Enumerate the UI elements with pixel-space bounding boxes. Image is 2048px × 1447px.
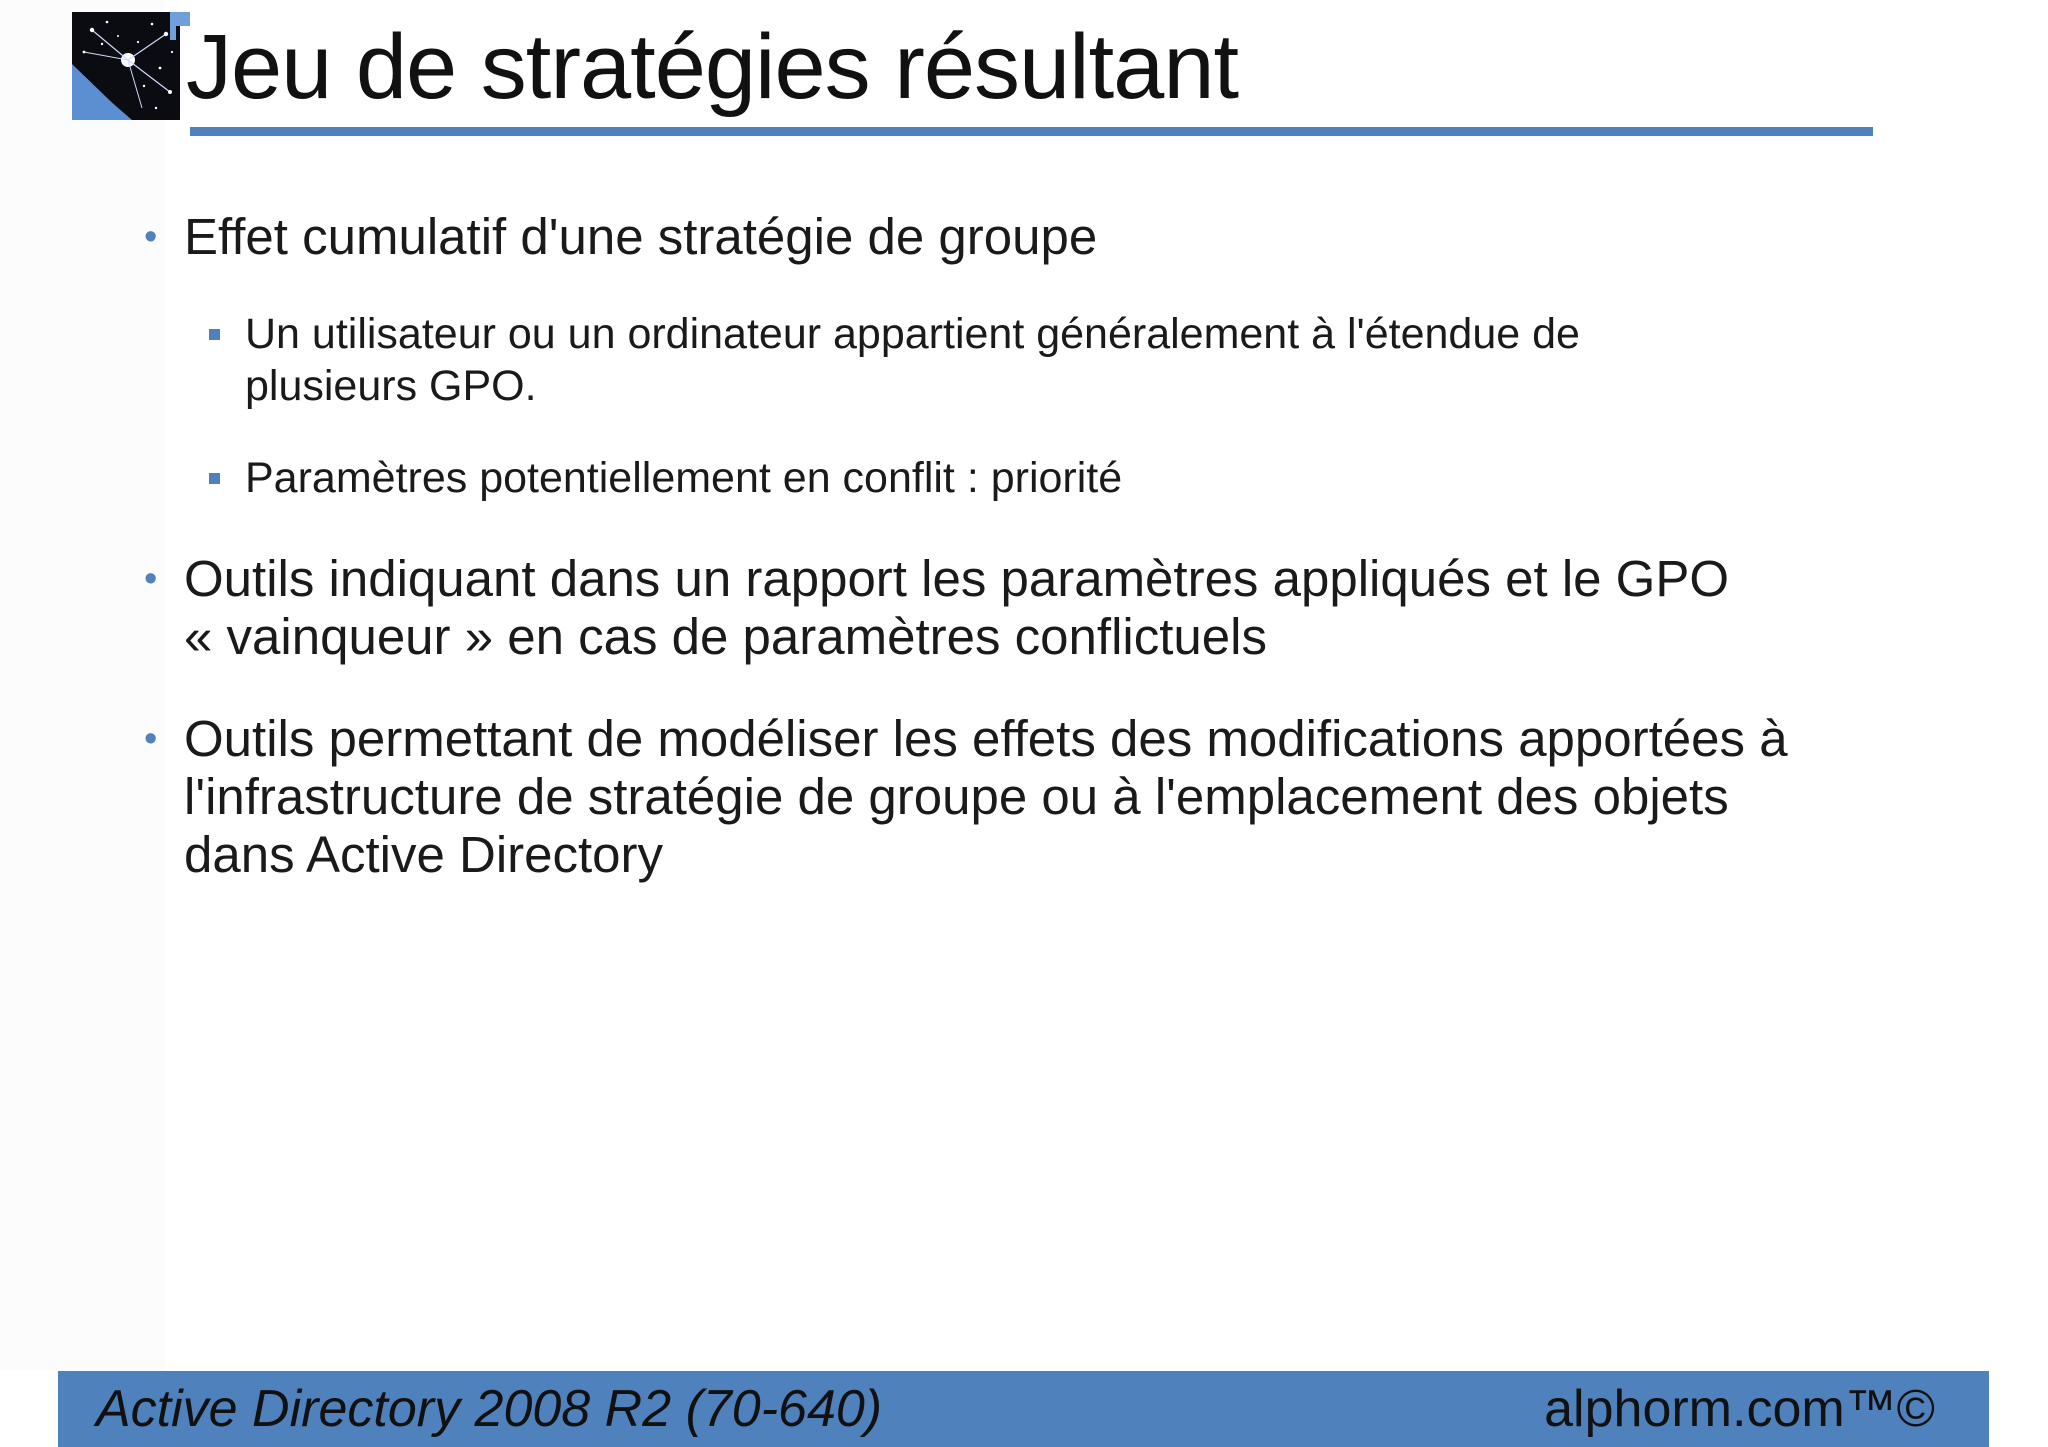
footer-bar xyxy=(58,1371,1989,1447)
slide-title: Jeu de stratégies résultant xyxy=(186,16,1239,118)
bullet-item xyxy=(144,710,1904,884)
bullet-dot-icon: • xyxy=(144,718,158,760)
footer-brand: alphorm.com™© xyxy=(1544,1380,1935,1438)
bullet-line: « vainqueur » en cas de paramètres conflictuels xyxy=(184,608,1267,665)
sub-bullet-line: Paramètres potentiellement en conflit : priorité xyxy=(245,454,1123,502)
bullet-line: l'infrastructure de stratégie de groupe ou à l'emplacement des objets xyxy=(184,768,1729,825)
bullet-item xyxy=(144,208,1904,266)
sub-bullet-line: Un utilisateur ou un ordinateur appartient généralement à l'étendue de xyxy=(245,310,1580,358)
square-bullet-icon xyxy=(209,473,220,484)
bullet-line: dans Active Directory xyxy=(184,826,664,883)
left-margin-shade xyxy=(0,0,165,1370)
bullet-line: Outils indiquant dans un rapport les paramètres appliqués et le GPO xyxy=(184,550,1730,607)
bullet-text: Effet cumulatif d'une stratégie de groupe xyxy=(184,208,1098,265)
bullet-item xyxy=(144,550,1904,666)
title-underline xyxy=(190,127,1873,136)
footer-course-title: Active Directory 2008 R2 (70-640) xyxy=(96,1380,883,1438)
bullet-line: Outils permettant de modéliser les effets des modifications apportées à xyxy=(184,710,1788,767)
starfield-logo-icon xyxy=(72,12,190,120)
sub-bullet-item xyxy=(245,452,1865,504)
sub-bullet-line: plusieurs GPO. xyxy=(245,362,537,410)
bullet-dot-icon: • xyxy=(144,216,158,258)
bullet-dot-icon: • xyxy=(144,558,158,600)
square-bullet-icon xyxy=(209,329,220,340)
sub-bullet-item xyxy=(245,308,1865,412)
